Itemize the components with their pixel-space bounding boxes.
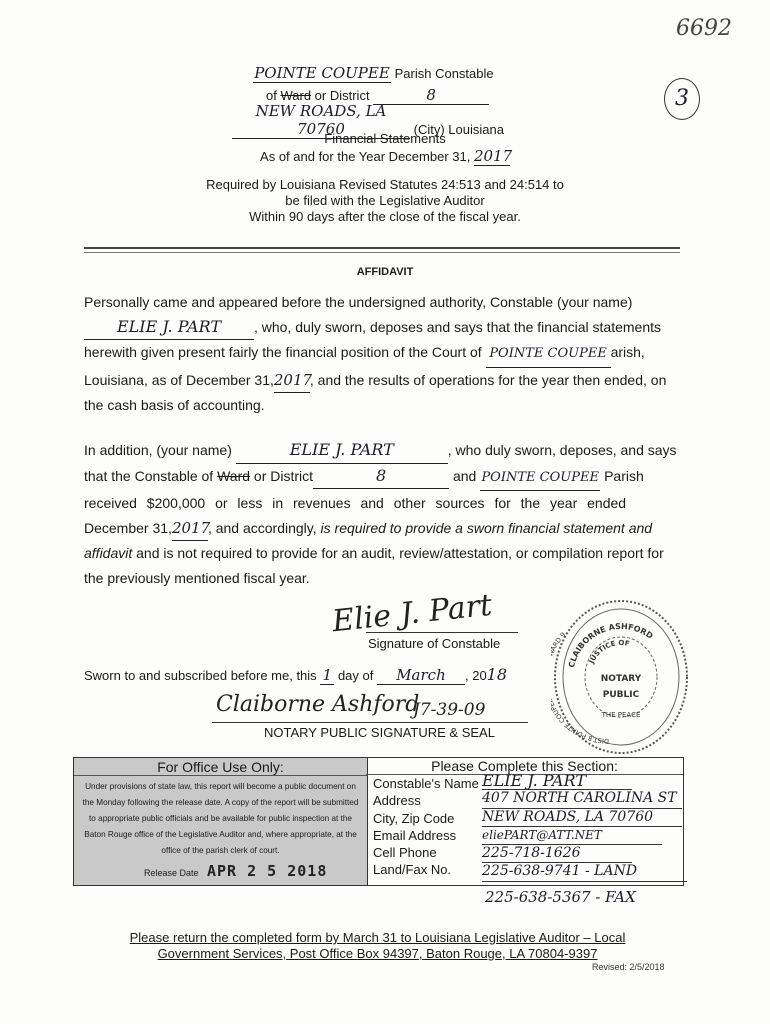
office-use-text: Under provisions of state law, this report will become a public document on the Monday following the release date. A copy of the report will be submitted to appropriate public officials and be available for public inspection at the Baton Rouge office of the Legislative Auditor and, where appropriate, at the office of the parish clerk of court. — [82, 782, 359, 855]
as-of-label: As of and for the Year December 31, — [260, 149, 471, 164]
corner-note: 6692 — [676, 16, 732, 41]
value-city-zip: NEW ROADS, LA 70760 — [482, 809, 682, 827]
seal-notary: NOTARY — [600, 674, 642, 684]
p1-line-4-end: , and the results of operations for the year then ended, on — [309, 371, 667, 388]
value-email: eliePART@ATT.NET — [482, 827, 662, 845]
label-email: Email Address — [373, 827, 457, 843]
city-field: NEW ROADS, LA 70760 — [232, 102, 410, 139]
city-label: (City) Louisiana — [413, 122, 504, 137]
of-label: of — [266, 88, 277, 103]
sworn-text: Sworn to and subscribed before me, this — [84, 668, 317, 683]
p1-line-4-text: Louisiana, as of December 31, — [84, 371, 274, 388]
seal-top-text: CLAIBORNE ASHFORD — [566, 621, 655, 669]
day-of-label: day of — [337, 668, 374, 683]
p1-line-5: the cash basis of accounting. — [84, 397, 265, 413]
constable-name-field: ELIE J. PART — [84, 315, 254, 341]
p2-line-5-text: and is not required to provide for an audit, review/attestation, or compilation report for — [136, 545, 664, 561]
p2-line-4-text: December 31, — [84, 519, 172, 536]
constable-name-field-2: ELIE J. PART — [236, 438, 448, 464]
p2-and: and — [452, 467, 477, 484]
release-date-row — [144, 862, 327, 881]
label-cell: Cell Phone — [373, 845, 437, 861]
sworn-year-field: 18 — [486, 665, 508, 684]
p1-line-2-text: , who, duly sworn, deposes and says that the financial statements — [254, 318, 662, 335]
contact-labels — [373, 775, 479, 879]
value-constable-name: ELIE J. PART — [482, 772, 632, 790]
seal-inner-top: JUSTICE OF — [587, 638, 631, 665]
revised-note: Revised: 2/5/2018 — [592, 962, 665, 972]
sworn-line — [84, 665, 564, 685]
contact-values — [482, 772, 687, 882]
office-use-box — [73, 757, 368, 886]
p2-line-2 — [84, 464, 678, 492]
signature-label: Signature of Constable — [368, 636, 501, 651]
or-district-label: or District — [314, 88, 370, 103]
footer-line-2: Government Services, Post Office Box 94397, Baton Rouge, LA 70804-9397 — [157, 946, 598, 961]
notary-signature: Claiborne Ashford — [216, 692, 420, 717]
court-parish-field: POINTE COUPEE — [486, 342, 611, 368]
p1-line-1: Personally came and appeared before the undersigned authority, Constable (your name) — [84, 294, 633, 310]
notary-id: J7-39-09 — [413, 700, 486, 720]
footer-line-1: Please return the completed form by March 31 to Louisiana Legislative Auditor – Local — [129, 930, 626, 945]
p2-affidavit-italic: affidavit — [84, 545, 133, 561]
financial-statements-title: Financial Statements — [324, 131, 446, 146]
sworn-day-field: 1 — [320, 666, 334, 685]
p2-line-5 — [84, 541, 678, 566]
label-address: Address — [373, 793, 421, 809]
contact-title: Please Complete this Section: — [366, 758, 683, 775]
constable-signature: Elie J. Part — [330, 587, 494, 640]
signature-line — [366, 632, 518, 633]
required-line-2: be filed with the Legislative Auditor — [285, 193, 485, 208]
sworn-year-prefix: , 20 — [464, 668, 487, 683]
divider-top — [84, 247, 680, 249]
district-field: 8 — [373, 86, 489, 105]
header-line-parish — [253, 64, 553, 83]
affidavit-paragraph-2 — [84, 438, 678, 590]
p2-line-4 — [84, 516, 678, 542]
sworn-month-field: March — [377, 666, 465, 685]
p2-accordingly: , and accordingly, — [207, 519, 317, 536]
p2-line-6: the previously mentioned fiscal year. — [84, 569, 310, 586]
p1-line-3-text: herewith given present fairly the financial position of the Court of — [84, 344, 482, 360]
page-number-circle — [664, 78, 700, 120]
page-number: 3 — [675, 86, 689, 111]
p2-required-italic: is required to provide a sworn financial statement and — [320, 519, 653, 536]
p2-line-1-end: , who duly sworn, deposes, and says — [447, 442, 677, 458]
p2-line-3: received $200,000 or less in revenues and other sources for the year ended — [84, 495, 627, 511]
ward-struck: Ward — [280, 88, 312, 103]
release-date-stamp: APR 2 5 2018 — [207, 862, 328, 880]
year-field: 2017 — [473, 147, 513, 165]
notary-seal — [551, 597, 691, 757]
parish-field: POINTE COUPEE — [254, 64, 390, 82]
seal-the-peace: THE PEACE — [601, 711, 641, 719]
seal-public: PUBLIC — [602, 690, 640, 700]
p2-line-1 — [84, 438, 678, 464]
divider-bottom — [84, 252, 680, 253]
p2-line-1-text: In addition, (your name) — [84, 442, 232, 458]
value-fax-extra: 225-638-5367 - FAX — [485, 888, 636, 906]
affidavit-title: AFFIDAVIT — [356, 266, 414, 278]
required-line-1: Required by Louisiana Revised Statutes 24:513 and 24:514 to — [206, 177, 564, 192]
notary-line — [212, 722, 528, 723]
p1-line-3-end: arish, — [610, 344, 645, 360]
value-land-fax: 225-638-9741 - LAND — [482, 863, 687, 881]
seal-left-text: DIST.8 POINTE COU RD 9 — [551, 630, 610, 746]
label-constable-name: Constable's Name — [373, 776, 479, 791]
affidavit-year-field: 2017 — [274, 368, 310, 394]
required-line-3: Within 90 days after the close of the fiscal year. — [249, 209, 521, 224]
p1-line-2 — [84, 315, 678, 341]
office-use-title: For Office Use Only: — [74, 758, 367, 776]
parish-label: Parish Constable — [394, 66, 494, 81]
p1-line-3 — [84, 340, 678, 368]
p2-parish: Parish — [604, 467, 644, 484]
notary-label: NOTARY PUBLIC SIGNATURE & SEAL — [264, 725, 495, 740]
as-of-line — [0, 147, 770, 166]
release-date-label: Release Date — [144, 868, 199, 878]
label-city-zip: City, Zip Code — [373, 810, 455, 826]
ward-struck-2: Ward — [217, 467, 251, 484]
p1-line-4 — [84, 368, 678, 394]
parish-field-2: POINTE COUPEE — [480, 466, 600, 492]
district-field-2: 8 — [313, 464, 449, 490]
value-address: 407 NORTH CAROLINA ST — [482, 790, 682, 808]
value-cell: 225-718-1626 — [482, 845, 632, 863]
label-land-fax: Land/Fax No. — [373, 862, 452, 878]
affidavit-paragraph-1 — [84, 290, 678, 418]
p2-or-district: or District — [253, 467, 314, 484]
affidavit-year-field-2: 2017 — [172, 516, 208, 542]
p2-line-2-text: that the Constable of — [84, 467, 214, 484]
